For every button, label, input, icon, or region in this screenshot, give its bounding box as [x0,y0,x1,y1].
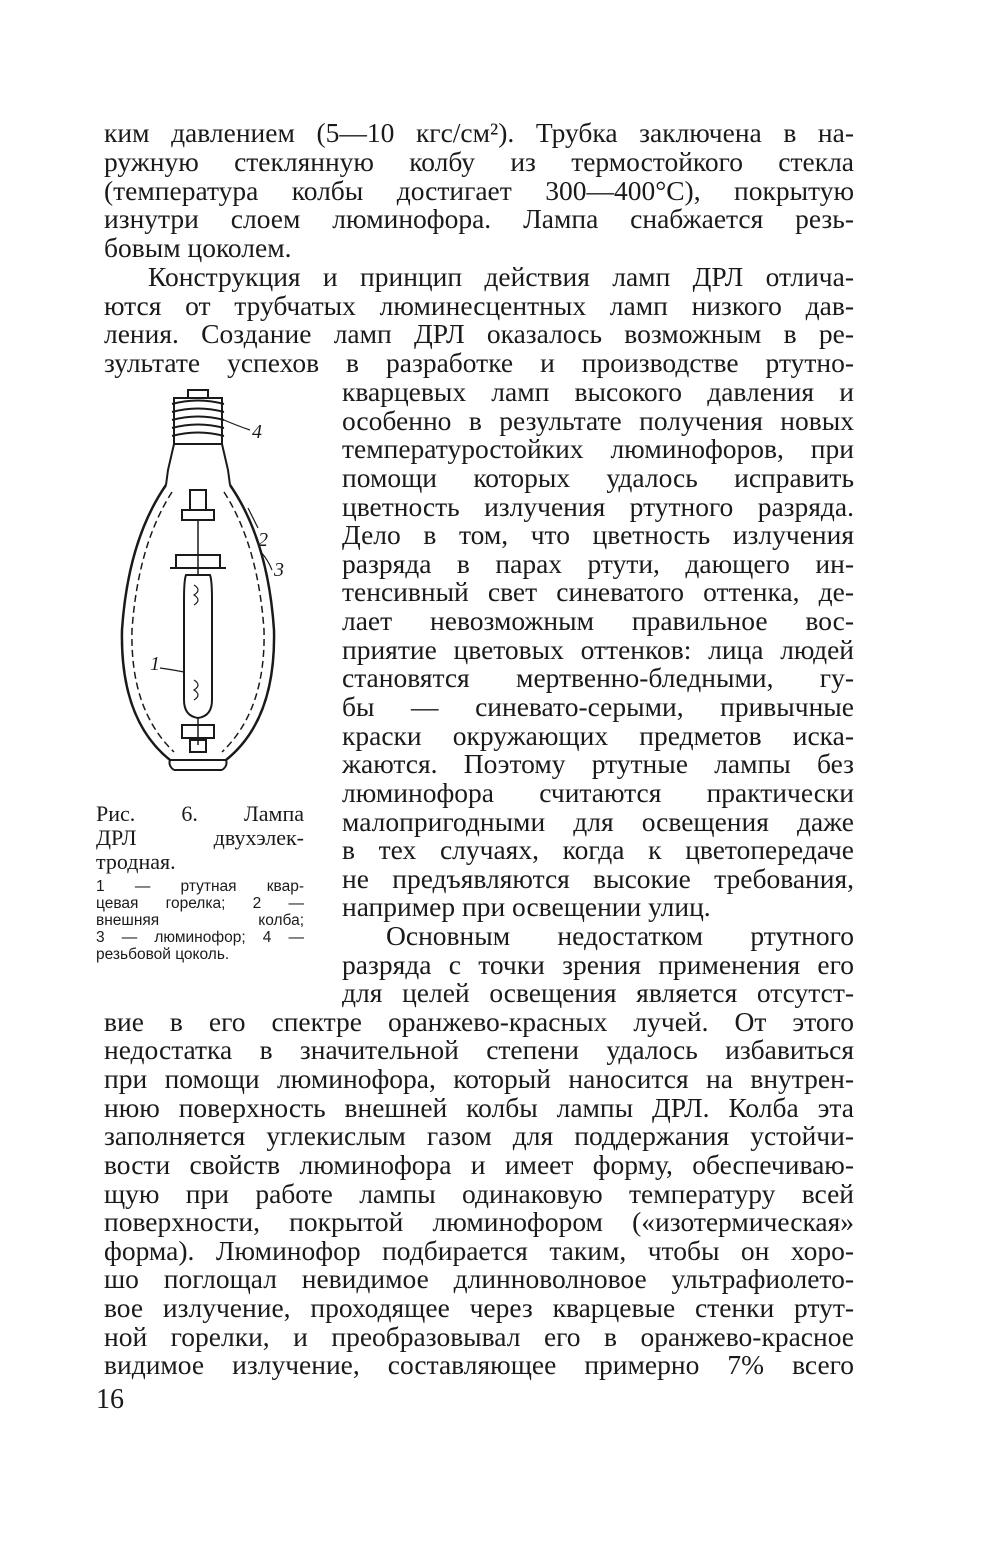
figure-label-3: 3 [274,559,284,581]
text-line: поверхности, покрытой люминофором («изотермическая» [104,1206,854,1237]
text-line: вие в его спектре оранжево-красных лучей. От этого [104,1006,854,1037]
text-line: малопригодными для освещения даже [342,806,854,837]
text-line: вости свойств люминофора и имеет форму, обеспечиваю- [104,1149,854,1180]
text-line: вое излучение, проходящее через кварцевые стенки ртут- [104,1292,854,1323]
text-line: разряда в парах ртути, дающего ин- [342,548,854,579]
page-number: 16 [96,1384,124,1415]
figure-caption-title: ДРЛ двухэлек- [96,825,304,850]
figure-caption-legend: внешняя колба; [96,912,304,929]
text-line: лает невозможным правильное вос- [342,605,854,636]
text-line: шо поглощал невидимое длинноволновое ультрафиолето- [104,1263,854,1294]
text-line: видимое излучение, составляющее примерно 7% всего [104,1349,854,1380]
paragraph-start-line: Основным недостатком ртутного [386,920,854,951]
text-line: помощи которых удалось исправить [342,462,854,493]
text-line: нюю поверхность внешней колбы лампы ДРЛ. Колба эта [104,1092,854,1123]
text-line: Дело в том, что цветность излучения [342,519,854,550]
figure-caption-legend: 3 — люминофор; 4 — [96,929,304,946]
text-line: люминофора считаются практически [342,777,854,808]
text-line: температуростойких люминофоров, при [342,433,854,464]
text-line: приятие цветовых оттенков: лица людей [342,634,854,665]
text-line: ления. Создание ламп ДРЛ оказалось возможным в ре- [104,318,854,349]
text-line: разряда с точки зрения применения его [342,949,854,980]
text-line: бовым цоколем. [104,232,292,263]
text-line: ким давлением (5—10 кгс/см²). Трубка заключена в на- [104,117,854,148]
text-line: тенсивный свет синеватого оттенка, де- [342,576,854,607]
text-line: при помощи люминофора, который наносится на внутрен- [104,1063,854,1094]
figure-caption-legend: цевая горелка; 2 — [96,895,304,912]
figure-caption-legend: резьбовой цоколь. [96,946,230,963]
text-line: особенно в результате получения новых [342,405,854,436]
text-line: бы — синевато-серыми, привычные [342,691,854,722]
text-line: для целей освещения является отсутст- [342,977,854,1008]
lamp-figure [98,380,318,800]
figure-label-1: 1 [150,653,160,675]
text-line: зультате успехов в разработке и производстве ртутно- [104,347,854,378]
text-line: в тех случаях, когда к цветопередаче [342,834,854,865]
text-line: ной горелки, и преобразовывал его в оранжево-красное [104,1321,854,1352]
text-line: цветность излучения ртутного разряда. [342,491,854,522]
text-line: краски окружающих предметов иска- [342,720,854,751]
figure-caption-title: Рис. 6. Лампа [96,801,304,826]
text-line: становятся мертвенно-бледными, гу- [342,662,854,693]
text-line: заполняется углекислым газом для поддержания устойчи- [104,1120,854,1151]
text-line: ются от трубчатых люминесцентных ламп низкого дав- [104,290,854,321]
text-line: (температура колбы достигает 300—400°С), покрытую [104,175,854,206]
text-line: не предъявляются высокие требования, [342,863,854,894]
text-line: изнутри слоем люминофора. Лампа снабжается резь- [104,203,854,234]
text-line: кварцевых ламп высокого давления и [342,376,854,407]
paragraph-start-line: Конструкция и принцип действия ламп ДРЛ отлича- [148,261,854,292]
text-line: недостатка в значительной степени удалось избавиться [104,1034,854,1065]
figure-caption-legend: 1 — ртутная квар- [96,878,304,895]
figure-label-2: 2 [258,529,268,551]
text-line: например при освещении улиц. [342,891,711,922]
text-line: форма). Люминофор подбирается таким, чтобы он хоро- [104,1235,854,1266]
figure-label-4: 4 [252,421,262,443]
text-line: щую при работе лампы одинаковую температуру всей [104,1178,854,1209]
text-line: ружную стеклянную колбу из термостойкого стекла [104,146,854,177]
figure-caption-title: тродная. [96,849,176,874]
text-line: жаются. Поэтому ртутные лампы без [342,748,854,779]
